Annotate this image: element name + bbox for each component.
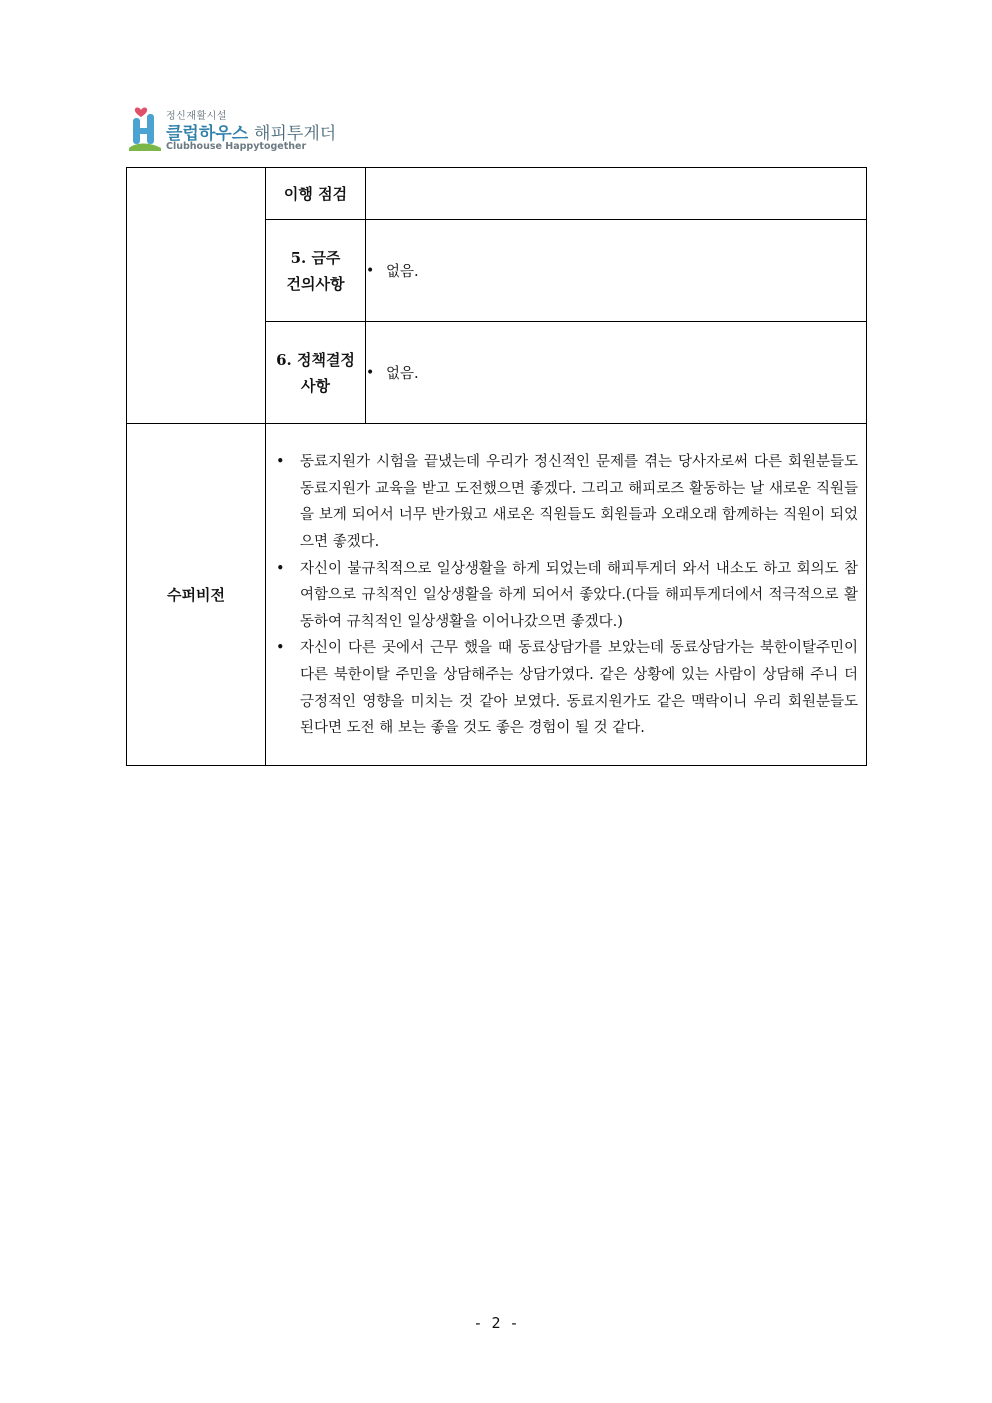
- bullet-icon: •: [276, 560, 285, 577]
- list-item: • 자신이 불규칙적으로 일상생활을 하게 되었는데 해피투게더 와서 내소도 하고 회의도 참여함으로 규칙적인 일상생활을 하게 되어서 좋았다.(다들 해피투게더에서 적극적으로 활동하여 규칙적인 일상생활을 이어나갔으면 좋겠다.): [276, 556, 858, 636]
- supervision-label: 수퍼비전: [127, 424, 266, 766]
- clubhouse-logo-icon: [128, 104, 164, 154]
- row-label-suggestions: 5. 금주 건의사항: [266, 220, 366, 322]
- header-logo: [128, 104, 337, 156]
- bullet-icon: •: [366, 364, 375, 381]
- row-content-check: [366, 168, 867, 220]
- empty-category-cell: [127, 168, 266, 424]
- logo-name-secondary: 해피투게더: [254, 124, 337, 144]
- row-label-check: 이행 점검: [266, 168, 366, 220]
- row-label-policy: 6. 정책결정 사항: [266, 322, 366, 424]
- bullet-icon: •: [276, 640, 285, 657]
- row-content-policy: • 없음.: [366, 322, 867, 424]
- row-content-suggestions: • 없음.: [366, 220, 867, 322]
- logo-subtitle: 정신재활시설: [166, 111, 227, 122]
- table-row: [127, 168, 867, 220]
- table-row: [127, 424, 867, 766]
- list-item: • 자신이 다른 곳에서 근무 했을 때 동료상담가를 보았는데 동료상담가는 북한이탈주민이 다른 북한이탈 주민을 상담해주는 상담가였다. 같은 상황에 있는 사람이 상담해 주니 더 긍정적인 영향을 미치는 것 같아 보였다. 동료지원가도 같은 맥락이니 우리 회원분들도 된다면 도전 해 보는 좋을 것도 좋은 경험이 될 것 같다.: [276, 635, 858, 741]
- supervision-content: [266, 424, 867, 766]
- bullet-icon: •: [276, 454, 285, 471]
- logo-english: Clubhouse Happytogether: [166, 141, 307, 152]
- list-item: • 동료지원가 시험을 끝냈는데 우리가 정신적인 문제를 겪는 당사자로써 다른 회원분들도 동료지원가 교육을 받고 도전했으면 좋겠다. 그리고 해피로즈 활동하는 날 새로운 직원들을 보게 되어서 너무 반가웠고 새로온 직원들도 회원들과 오래오래 함께하는 직원이 되었으면 좋겠다.: [276, 449, 858, 555]
- logo-name-primary: 클럽하우스: [166, 124, 249, 144]
- meeting-table: [126, 167, 867, 766]
- bullet-icon: •: [366, 262, 375, 279]
- page-number: - 2 -: [473, 1314, 519, 1332]
